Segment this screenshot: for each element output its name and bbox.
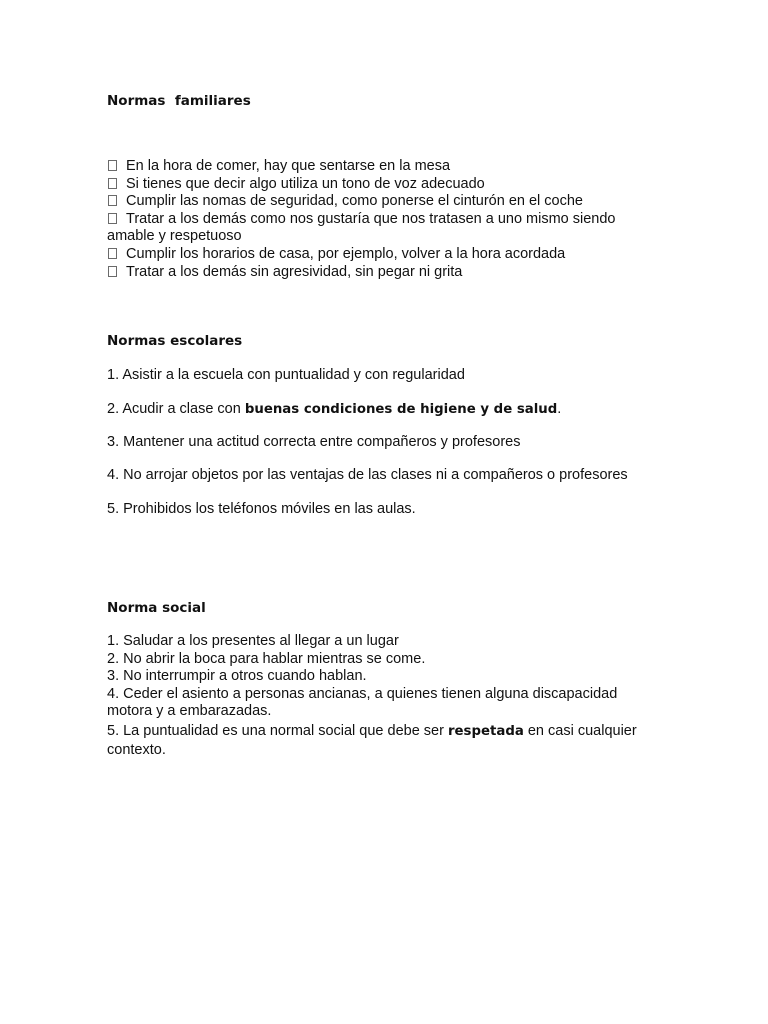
social-item-1: 1. Saludar a los presentes al llegar a un lugar	[107, 633, 399, 649]
list-item	[107, 264, 667, 282]
section-heading-social: Norma social	[107, 600, 206, 616]
list-item-text: Tratar a los demás sin agresividad, sin pegar ni grita	[126, 263, 463, 280]
list-item	[107, 246, 667, 264]
list-item	[107, 193, 667, 211]
social-item-4: 4. Ceder el asiento a personas ancianas, a quienes tienen alguna discapacidad	[107, 685, 618, 702]
social-item-4-continuation: motora y a embarazadas.	[107, 703, 272, 720]
list-item-text: Cumplir las nomas de seguridad, como ponerse el cinturón en el coche	[126, 193, 583, 210]
escolares-item-4: 4. No arrojar objetos por las ventajas de las clases ni a compañeros o profesores	[107, 467, 628, 483]
escolares-item-3: 3. Mantener una actitud correcta entre compañeros y profesores	[107, 434, 521, 450]
social-item-3: 3. No interrumpir a otros cuando hablan.	[107, 668, 367, 685]
section-heading-familiares: Normas familiares	[107, 93, 251, 109]
escolares-item-2	[107, 400, 561, 419]
list-item	[107, 176, 667, 194]
social-item-5	[107, 721, 667, 742]
bullet-box-icon	[108, 213, 117, 224]
bullet-box-icon	[108, 266, 117, 277]
social-item-2: 2. No abrir la boca para hablar mientras se come.	[107, 650, 426, 667]
list-item	[107, 158, 667, 176]
item-text: en casi cualquier	[523, 722, 637, 739]
bullet-box-icon	[108, 160, 117, 171]
familiares-list	[107, 158, 667, 281]
item-bold-text: buenas condiciones de higiene y de salud	[244, 402, 558, 417]
escolares-item-5: 5. Prohibidos los teléfonos móviles en las aulas.	[107, 501, 416, 517]
list-item-text: En la hora de comer, hay que sentarse en la mesa	[126, 158, 451, 174]
list-item-text: Tratar a los demás como nos gustaría que nos tratasen a uno mismo siendo	[126, 210, 616, 227]
escolares-item-1: 1. Asistir a la escuela con puntualidad y con regularidad	[107, 367, 465, 383]
social-item-5-continuation: contexto.	[107, 741, 166, 758]
list-item-continuation: amable y respetuoso	[107, 228, 242, 245]
list-item-text: Si tienes que decir algo utiliza un tono de voz adecuado	[126, 175, 485, 192]
section-heading-escolares: Normas escolares	[107, 333, 243, 349]
social-list	[107, 633, 667, 760]
bullet-box-icon	[108, 248, 117, 259]
list-item	[107, 211, 667, 229]
bullet-box-icon	[108, 178, 117, 189]
bullet-box-icon	[108, 195, 117, 206]
item-text: .	[557, 401, 562, 417]
item-text: 2. Acudir a clase con	[107, 401, 245, 417]
list-item-text: Cumplir los horarios de casa, por ejemplo, volver a la hora acordada	[126, 245, 566, 262]
item-text: 5. La puntualidad es una normal social que debe ser	[107, 722, 448, 739]
item-bold-text: respetada	[447, 723, 524, 739]
